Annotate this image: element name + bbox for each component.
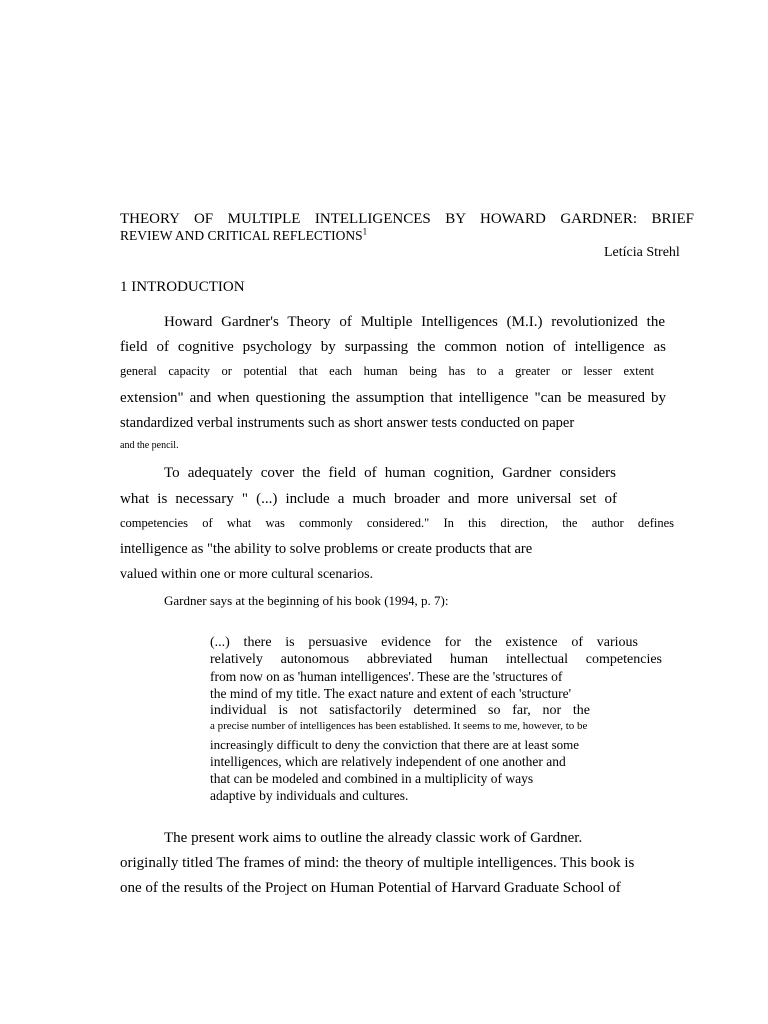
paragraph-2-line-5: valued within one or more cultural scenarios. xyxy=(120,567,374,582)
author-name: Letícia Strehl xyxy=(604,245,680,260)
title-line-1: THEORY OF MULTIPLE INTELLIGENCES BY HOWARD GARDNER: BRIEF xyxy=(120,211,694,227)
paragraph-2-line-3: competencies of what was commonly considered." In this direction, the author defines xyxy=(120,516,674,530)
block-quote-line-2: relatively autonomous abbreviated human intellectual competencies xyxy=(210,652,662,667)
paragraph-3-line-2: originally titled The frames of mind: the theory of multiple intelligences. This book is xyxy=(120,855,635,871)
paragraph-2-line-1: To adequately cover the field of human cognition, Gardner considers xyxy=(164,465,616,481)
paragraph-2-line-2: what is necessary " (...) include a much broader and more universal set of xyxy=(120,491,617,507)
paragraph-1-line-2: field of cognitive psychology by surpassing the common notion of intelligence as xyxy=(120,339,666,355)
section-heading: 1 INTRODUCTION xyxy=(120,279,245,295)
block-quote-line-7: increasingly difficult to deny the conviction that there are at least some xyxy=(210,737,580,752)
quote-intro: Gardner says at the beginning of his book (1994, p. 7): xyxy=(164,593,449,608)
footnote-mark: 1 xyxy=(362,226,368,237)
paragraph-1-line-5: standardized verbal instruments such as short answer tests conducted on paper xyxy=(120,415,575,431)
block-quote-line-3: from now on as 'human intelligences'. These are the 'structures of xyxy=(210,669,563,684)
block-quote-line-9: that can be modeled and combined in a multiplicity of ways xyxy=(210,771,534,786)
paragraph-1-line-4: extension" and when questioning the assumption that intelligence "can be measured by xyxy=(120,390,666,406)
paragraph-3-line-3: one of the results of the Project on Human Potential of Harvard Graduate School of xyxy=(120,880,621,896)
block-quote-line-6: a precise number of intelligences has been established. It seems to me, however, to be xyxy=(210,720,588,732)
title-line-2-text: REVIEW AND CRITICAL REFLECTIONS xyxy=(120,228,363,243)
block-quote-line-1: (...) there is persuasive evidence for the existence of various xyxy=(210,635,638,650)
paragraph-3-line-1: The present work aims to outline the already classic work of Gardner. xyxy=(164,830,583,846)
paragraph-1-line-6: and the pencil. xyxy=(120,440,179,451)
block-quote-line-5: individual is not satisfactorily determined so far, nor the xyxy=(210,703,590,718)
block-quote-line-8: intelligences, which are relatively independent of one another and xyxy=(210,754,566,769)
block-quote-line-4: the mind of my title. The exact nature and extent of each 'structure' xyxy=(210,686,572,701)
block-quote-line-10: adaptive by individuals and cultures. xyxy=(210,788,409,803)
paragraph-2-line-4: intelligence as "the ability to solve problems or create products that are xyxy=(120,541,533,557)
paragraph-1-line-3: general capacity or potential that each human being has to a greater or lesser extent xyxy=(120,364,654,378)
title-line-2 xyxy=(120,226,368,243)
paragraph-1-line-1: Howard Gardner's Theory of Multiple Intelligences (M.I.) revolutionized the xyxy=(164,314,665,330)
